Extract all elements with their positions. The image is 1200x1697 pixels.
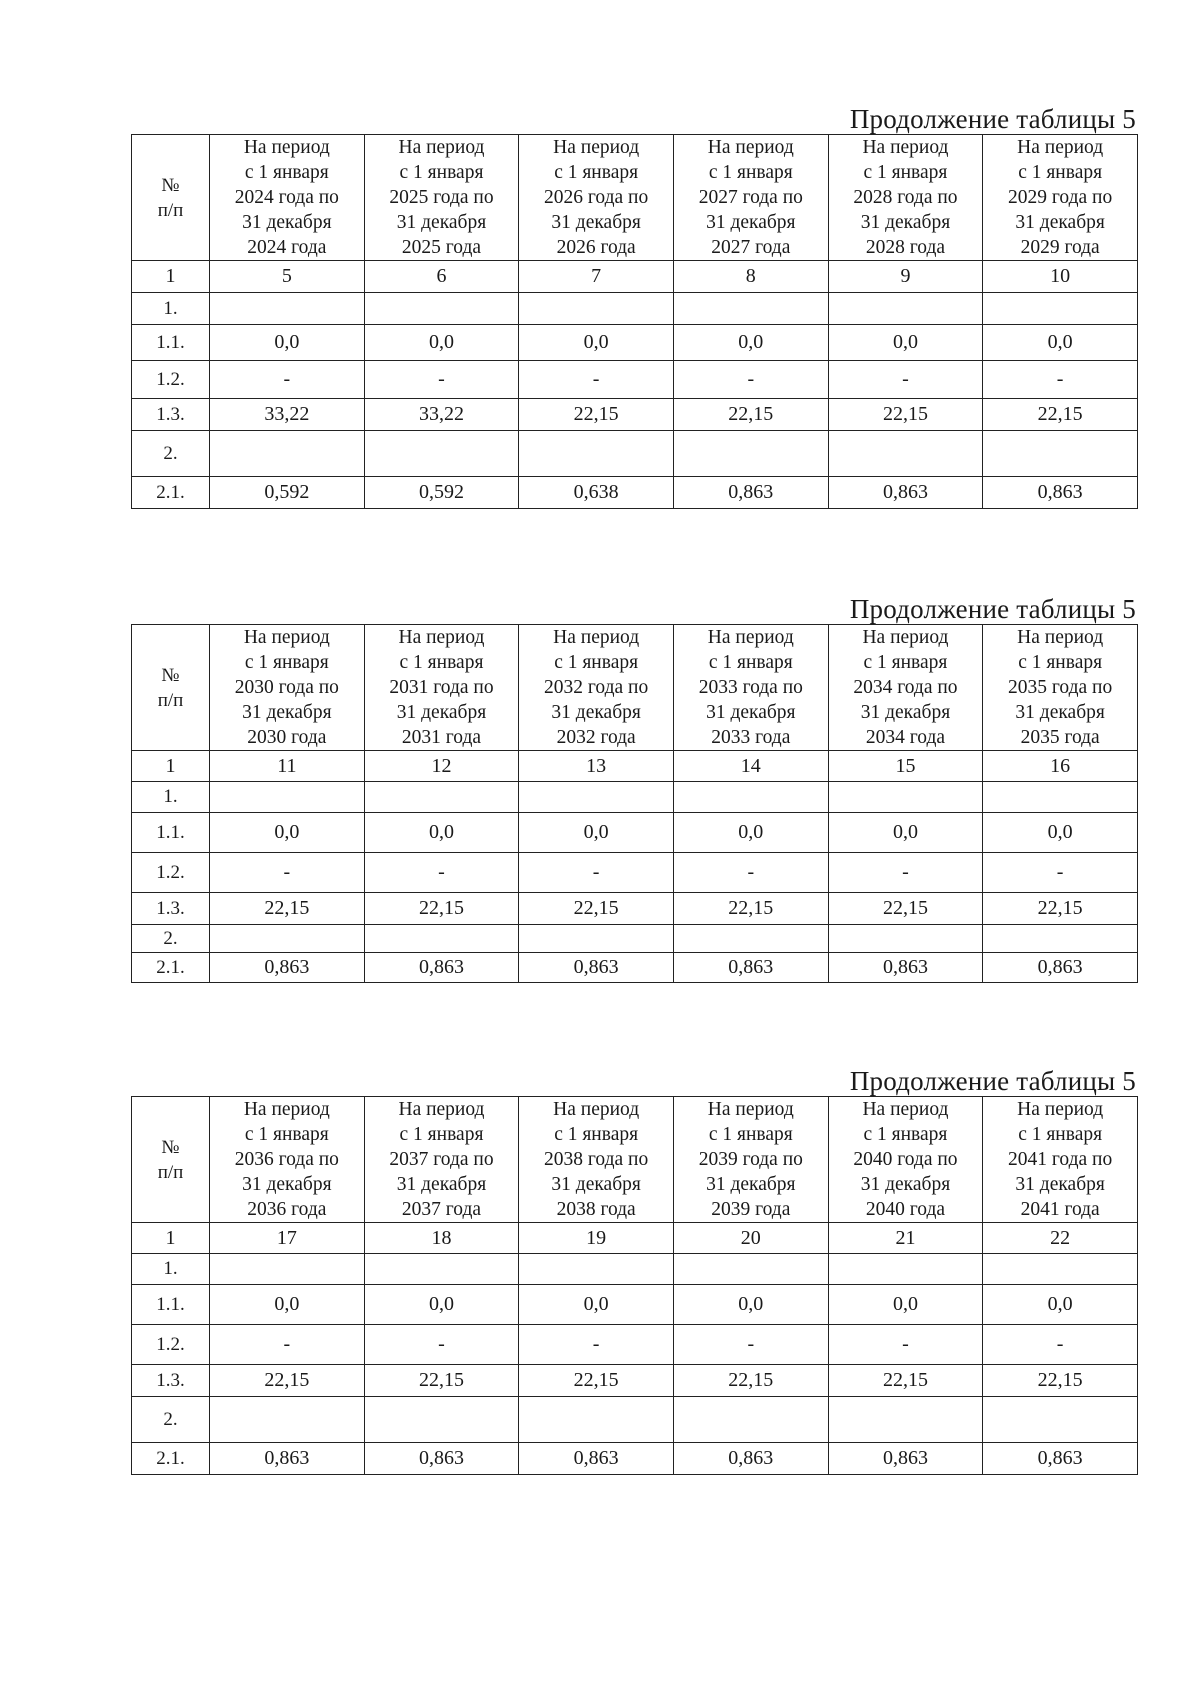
value-cell: 0,0 [983,1285,1138,1325]
header-line: 2038 года по [544,1149,649,1170]
header-line: 2035 года [1020,727,1100,748]
value-cell: - [673,1325,828,1365]
header-line: На период [862,137,949,158]
value-cell: 22,15 [983,893,1138,925]
table-caption: Продолжение таблицы 5 [849,104,1136,134]
header-line: На период [862,1099,949,1120]
header-row [132,625,1138,751]
header-line: п/п [157,1161,184,1183]
header-line: с 1 января [863,162,948,183]
header-line: На период [553,137,640,158]
value-cell [519,925,674,953]
header-line: с 1 января [1018,652,1103,673]
value-cell: 0,0 [364,1285,519,1325]
value-cell: 0,863 [364,953,519,983]
value-cell: 0,863 [983,953,1138,983]
value-cell: 22,15 [519,1365,674,1397]
header-cell-period [673,1097,828,1223]
column-number-row [132,751,1138,782]
value-cell: 0,0 [983,813,1138,853]
header-cell-period [983,135,1138,261]
header-row [132,1097,1138,1223]
header-line: 2030 года по [234,677,339,698]
header-line: 2028 года по [853,187,958,208]
row-label-cell: 1.1. [132,325,210,361]
header-line: 31 декабря [706,702,796,723]
header-line: 2031 года [401,727,482,748]
column-number-cell: 16 [983,751,1138,782]
row-label-cell: 1.3. [132,893,210,925]
column-number-row [132,1223,1138,1254]
value-cell [983,293,1138,325]
value-cell: 0,0 [364,813,519,853]
value-cell: - [983,853,1138,893]
row-label-cell: 2.1. [132,477,210,509]
row-label-cell: 1. [132,782,210,813]
header-line: На период [707,1099,794,1120]
value-cell [519,1397,674,1443]
table-row [132,399,1138,431]
table-row [132,1254,1138,1285]
value-cell [828,293,983,325]
value-cell: 0,0 [828,1285,983,1325]
column-number-cell: 19 [519,1223,674,1254]
value-cell: - [519,853,674,893]
value-cell: 0,863 [828,1443,983,1475]
column-number-cell: 10 [983,261,1138,293]
header-line: 2025 года по [389,187,494,208]
value-cell [983,431,1138,477]
header-line: № [161,174,180,196]
header-line: На период [553,1099,640,1120]
header-line: 2034 года по [853,677,958,698]
header-line: На период [1017,1099,1104,1120]
value-cell: 22,15 [210,893,365,925]
header-cell-period [210,625,365,751]
value-cell: 0,863 [673,1443,828,1475]
value-cell [210,925,365,953]
value-cell: 0,863 [364,1443,519,1475]
value-cell [673,431,828,477]
header-line: с 1 января [1018,1124,1103,1145]
table-row [132,361,1138,399]
header-line: с 1 января [244,652,329,673]
header-line: 31 декабря [242,1174,332,1195]
value-cell: 0,0 [828,813,983,853]
value-cell: 0,0 [983,325,1138,361]
table-row [132,1397,1138,1443]
header-line: На период [243,627,330,648]
table-row [132,325,1138,361]
header-cell-period [364,625,519,751]
header-line: 2026 года [556,237,636,258]
header-line: 2033 года по [698,677,803,698]
table-block [131,104,1138,509]
row-label-cell: 2. [132,431,210,477]
value-cell [673,1397,828,1443]
header-line: 2026 года по [544,187,649,208]
table-row [132,293,1138,325]
value-cell: - [983,361,1138,399]
table-row [132,893,1138,925]
table-row [132,782,1138,813]
header-cell-period [828,1097,983,1223]
header-line: с 1 января [244,1124,329,1145]
header-line: 31 декабря [706,212,796,233]
header-line: На период [243,1099,330,1120]
row-label-cell: 2. [132,1397,210,1443]
value-cell: 0,0 [673,1285,828,1325]
value-cell [828,1254,983,1285]
value-cell [364,431,519,477]
header-line: 2032 года по [544,677,649,698]
header-cell-period [210,1097,365,1223]
value-cell: 0,638 [519,477,674,509]
column-number-row [132,261,1138,293]
header-line: с 1 января [554,652,639,673]
header-line: 2039 года [711,1199,791,1220]
column-number-cell: 11 [210,751,365,782]
value-cell: 0,863 [673,953,828,983]
value-cell: 22,15 [364,893,519,925]
header-line: 2035 года по [1008,677,1113,698]
value-cell [364,1397,519,1443]
value-cell: 22,15 [519,399,674,431]
header-line: 2024 года по [234,187,339,208]
value-cell: 22,15 [210,1365,365,1397]
table-caption: Продолжение таблицы 5 [849,1066,1136,1096]
value-cell [673,782,828,813]
header-line: 2036 года по [234,1149,339,1170]
value-cell: 0,0 [519,813,674,853]
header-cell-number [132,1097,210,1223]
header-cell-period [364,1097,519,1223]
header-line: На период [398,1099,485,1120]
table-block [131,1066,1138,1475]
column-number-cell: 9 [828,261,983,293]
row-label-cell: 1.2. [132,1325,210,1365]
value-cell [364,782,519,813]
value-cell [828,782,983,813]
header-line: 2029 года по [1008,187,1113,208]
header-line: 2032 года [556,727,636,748]
row-label-cell: 1.1. [132,813,210,853]
value-cell: 22,15 [983,1365,1138,1397]
value-cell: 0,592 [364,477,519,509]
value-cell [673,1254,828,1285]
column-number-cell: 20 [673,1223,828,1254]
table-row [132,1365,1138,1397]
value-cell: 0,0 [210,1285,365,1325]
data-table [131,134,1138,509]
header-line: с 1 января [708,162,793,183]
header-line: 31 декабря [706,1174,796,1195]
column-number-cell: 13 [519,751,674,782]
row-label-cell: 1.3. [132,1365,210,1397]
row-label-cell: 1.2. [132,853,210,893]
row-label-cell: 2.1. [132,1443,210,1475]
value-cell: 0,863 [519,1443,674,1475]
value-cell: 33,22 [364,399,519,431]
value-cell: 22,15 [673,1365,828,1397]
value-cell [983,1254,1138,1285]
value-cell [519,431,674,477]
value-cell: 22,15 [519,893,674,925]
value-cell: - [519,361,674,399]
value-cell: 0,863 [983,477,1138,509]
header-line: 31 декабря [551,1174,641,1195]
header-line: 2041 года по [1008,1149,1113,1170]
value-cell: 0,863 [519,953,674,983]
column-number-cell: 8 [673,261,828,293]
value-cell: 0,0 [519,1285,674,1325]
header-line: с 1 января [399,1124,484,1145]
row-label-cell: 2.1. [132,953,210,983]
header-line: 2040 года по [853,1149,958,1170]
value-cell [364,293,519,325]
value-cell: 0,863 [210,1443,365,1475]
value-cell: - [828,1325,983,1365]
table-row [132,953,1138,983]
data-table [131,624,1138,983]
column-number-cell: 15 [828,751,983,782]
header-cell-period [519,1097,674,1223]
value-cell: - [364,361,519,399]
value-cell: - [828,853,983,893]
header-cell-number [132,135,210,261]
column-number-cell: 1 [132,751,210,782]
header-line: с 1 января [399,652,484,673]
header-line: 31 декабря [860,702,951,723]
header-cell-period [828,135,983,261]
header-line: 31 декабря [1015,702,1105,723]
header-line: 2038 года [556,1199,636,1220]
column-number-cell: 1 [132,261,210,293]
value-cell: - [673,853,828,893]
header-line: 31 декабря [860,1174,951,1195]
value-cell: 0,0 [364,325,519,361]
row-label-cell: 1.1. [132,1285,210,1325]
header-line: 31 декабря [860,212,951,233]
value-cell: - [983,1325,1138,1365]
header-line: На период [1017,627,1104,648]
header-line: 31 декабря [396,1174,487,1195]
header-cell-period [828,625,983,751]
row-label-cell: 1. [132,293,210,325]
table-row [132,477,1138,509]
header-line: с 1 января [863,652,948,673]
value-cell [519,782,674,813]
value-cell: 0,863 [828,477,983,509]
value-cell [983,1397,1138,1443]
value-cell: 22,15 [828,893,983,925]
column-number-cell: 22 [983,1223,1138,1254]
value-cell: 22,15 [364,1365,519,1397]
value-cell: 22,15 [983,399,1138,431]
value-cell: - [673,361,828,399]
header-line: На период [1017,137,1104,158]
table-row [132,853,1138,893]
value-cell [828,925,983,953]
header-cell-period [364,135,519,261]
value-cell: 0,0 [210,325,365,361]
value-cell [828,431,983,477]
header-cell-period [519,625,674,751]
header-line: 2037 года [401,1199,482,1220]
header-line: с 1 января [708,652,793,673]
header-line: № [161,1136,180,1158]
header-line: 31 декабря [242,212,332,233]
row-label-cell: 1. [132,1254,210,1285]
value-cell [673,293,828,325]
table-block [131,594,1138,983]
header-row [132,135,1138,261]
value-cell: 22,15 [828,1365,983,1397]
header-line: На период [398,137,485,158]
table-row [132,1443,1138,1475]
value-cell: 33,22 [210,399,365,431]
header-cell-period [519,135,674,261]
value-cell [828,1397,983,1443]
value-cell: 0,0 [519,325,674,361]
table-row [132,1325,1138,1365]
value-cell [364,1254,519,1285]
header-line: п/п [157,689,184,711]
value-cell [364,925,519,953]
header-line: 31 декабря [396,212,487,233]
value-cell: 0,863 [828,953,983,983]
value-cell: - [364,853,519,893]
header-line: 2027 года по [698,187,803,208]
value-cell [519,293,674,325]
header-line: № [161,664,180,686]
header-line: п/п [157,199,184,221]
header-line: 31 декабря [551,212,641,233]
column-number-cell: 17 [210,1223,365,1254]
header-line: с 1 января [554,162,639,183]
value-cell: 0,592 [210,477,365,509]
column-number-cell: 18 [364,1223,519,1254]
value-cell: 0,863 [210,953,365,983]
header-line: На период [553,627,640,648]
value-cell [983,782,1138,813]
row-label-cell: 1.2. [132,361,210,399]
value-cell [210,431,365,477]
value-cell: - [828,361,983,399]
value-cell: - [519,1325,674,1365]
column-number-cell: 1 [132,1223,210,1254]
value-cell: 22,15 [673,893,828,925]
value-cell: - [210,1325,365,1365]
header-line: 2033 года [711,727,791,748]
value-cell [983,925,1138,953]
value-cell: 22,15 [673,399,828,431]
value-cell: 0,0 [673,325,828,361]
value-cell [210,293,365,325]
header-cell-period [673,625,828,751]
table-row [132,431,1138,477]
header-line: На период [398,627,485,648]
value-cell: 0,0 [210,813,365,853]
header-line: с 1 января [863,1124,948,1145]
value-cell: - [210,853,365,893]
header-line: 31 декабря [396,702,487,723]
header-line: 2040 года [865,1199,946,1220]
header-line: с 1 января [399,162,484,183]
table-caption: Продолжение таблицы 5 [849,594,1136,624]
header-cell-number [132,625,210,751]
value-cell [210,1397,365,1443]
header-line: 2025 года [401,237,482,258]
column-number-cell: 7 [519,261,674,293]
table-row [132,1285,1138,1325]
header-line: 2036 года [247,1199,327,1220]
column-number-cell: 12 [364,751,519,782]
row-label-cell: 2. [132,925,210,953]
header-line: 2030 года [247,727,327,748]
value-cell: 0,863 [673,477,828,509]
value-cell [519,1254,674,1285]
value-cell: - [364,1325,519,1365]
header-line: 2037 года по [389,1149,494,1170]
header-line: На период [707,627,794,648]
table-row [132,925,1138,953]
header-line: 2039 года по [698,1149,803,1170]
column-number-cell: 14 [673,751,828,782]
header-line: На период [243,137,330,158]
value-cell: 0,0 [673,813,828,853]
header-line: На период [707,137,794,158]
header-line: с 1 января [554,1124,639,1145]
table-row [132,813,1138,853]
row-label-cell: 1.3. [132,399,210,431]
header-line: с 1 января [244,162,329,183]
header-line: 2041 года [1020,1199,1100,1220]
header-line: с 1 января [708,1124,793,1145]
header-line: На период [862,627,949,648]
header-line: 2029 года [1020,237,1100,258]
header-line: с 1 января [1018,162,1103,183]
value-cell [210,1254,365,1285]
header-cell-period [983,625,1138,751]
header-line: 2031 года по [389,677,494,698]
header-line: 2024 года [247,237,327,258]
value-cell: 0,0 [828,325,983,361]
value-cell: 22,15 [828,399,983,431]
header-line: 31 декабря [551,702,641,723]
header-cell-period [983,1097,1138,1223]
header-cell-period [210,135,365,261]
column-number-cell: 6 [364,261,519,293]
value-cell [673,925,828,953]
header-line: 31 декабря [1015,1174,1105,1195]
header-line: 2034 года [865,727,946,748]
header-cell-period [673,135,828,261]
header-line: 2027 года [711,237,791,258]
header-line: 31 декабря [1015,212,1105,233]
column-number-cell: 5 [210,261,365,293]
data-table [131,1096,1138,1475]
header-line: 31 декабря [242,702,332,723]
value-cell: - [210,361,365,399]
value-cell: 0,863 [983,1443,1138,1475]
value-cell [210,782,365,813]
header-line: 2028 года [865,237,946,258]
column-number-cell: 21 [828,1223,983,1254]
